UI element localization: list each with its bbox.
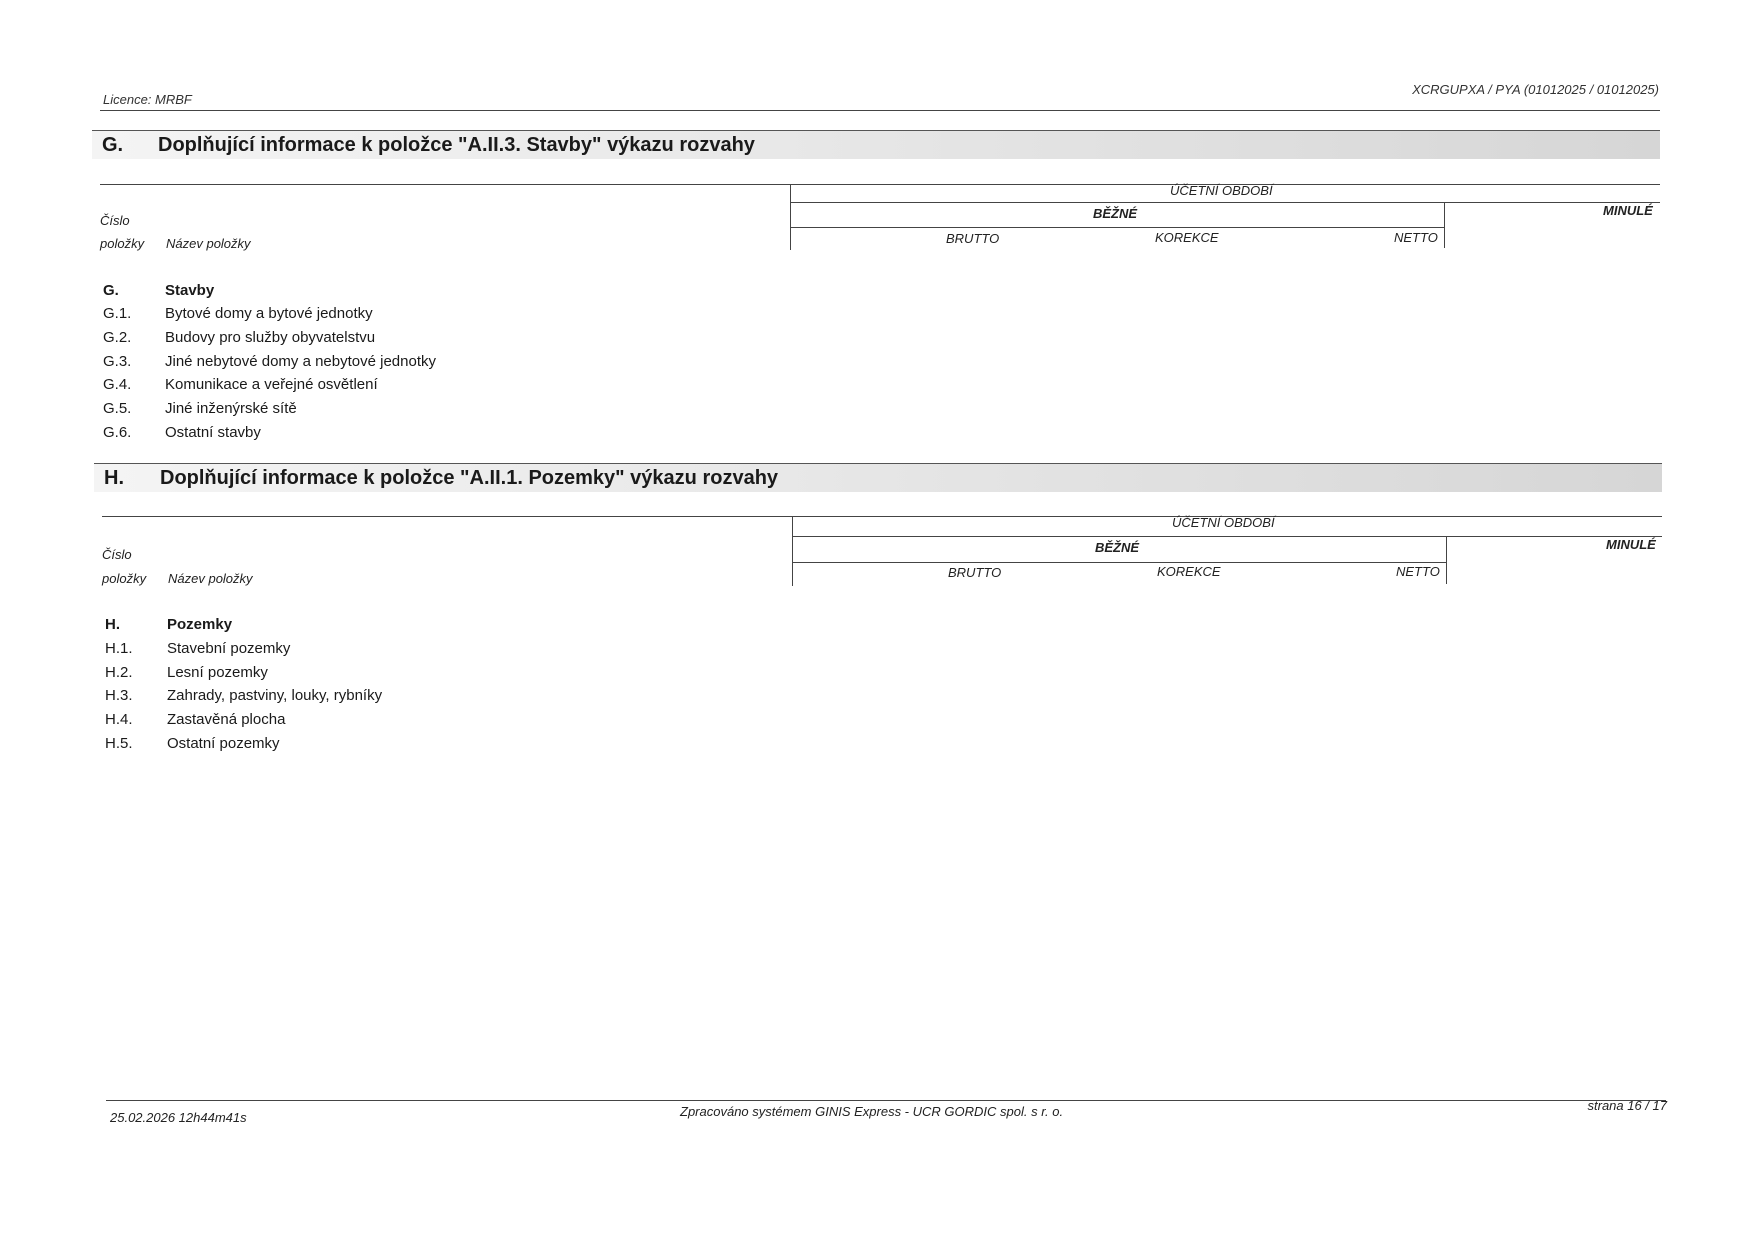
licence-label: Licence: MRBF xyxy=(103,92,192,107)
polozky-label: položky xyxy=(100,236,145,251)
bezne-label: BĚŽNÉ xyxy=(1095,540,1140,555)
section-h-title: Doplňující informace k položce "A.II.1. Pozemky" výkazu rozvahy xyxy=(160,467,779,489)
korekce-label: KOREKCE xyxy=(1157,564,1221,579)
korekce-label: KOREKCE xyxy=(1155,230,1219,245)
footer-rule xyxy=(106,1100,1666,1101)
report-id: XCRGUPXA / PYA (01012025 / 01012025) xyxy=(1412,82,1659,97)
footer-page-number: strana 16 / 17 xyxy=(1587,1098,1667,1113)
footer-timestamp: 25.02.2026 12h44m41s xyxy=(110,1110,247,1125)
nazev-label: Název položky xyxy=(166,236,251,251)
section-g-band xyxy=(92,130,1660,159)
section-g-code: G. xyxy=(102,134,124,156)
header-rule xyxy=(100,110,1660,111)
cislo-label: Číslo xyxy=(102,547,132,562)
brutto-label: BRUTTO xyxy=(948,565,1002,580)
polozky-label: položky xyxy=(102,571,147,586)
netto-label: NETTO xyxy=(1396,564,1440,579)
netto-label: NETTO xyxy=(1394,230,1438,245)
footer-processed-by: Zpracováno systémem GINIS Express - UCR GORDIC spol. s r. o. xyxy=(680,1104,1064,1119)
minule-label: MINULÉ xyxy=(1603,203,1653,218)
section-g-title: Doplňující informace k položce "A.II.3. Stavby" výkazu rozvahy xyxy=(158,134,755,156)
brutto-label: BRUTTO xyxy=(946,231,1000,246)
section-h-code: H. xyxy=(104,467,124,489)
cislo-label: Číslo xyxy=(100,213,130,228)
minule-label: MINULÉ xyxy=(1606,537,1656,552)
bezne-label: BĚŽNÉ xyxy=(1093,206,1138,221)
nazev-label: Název položky xyxy=(168,571,253,586)
ucetni-obdobi-label: ÚČETNÍ OBDOBÍ xyxy=(1170,183,1273,198)
ucetni-obdobi-label: ÚČETNÍ OBDOBÍ xyxy=(1172,515,1275,530)
section-h-band xyxy=(94,463,1662,492)
